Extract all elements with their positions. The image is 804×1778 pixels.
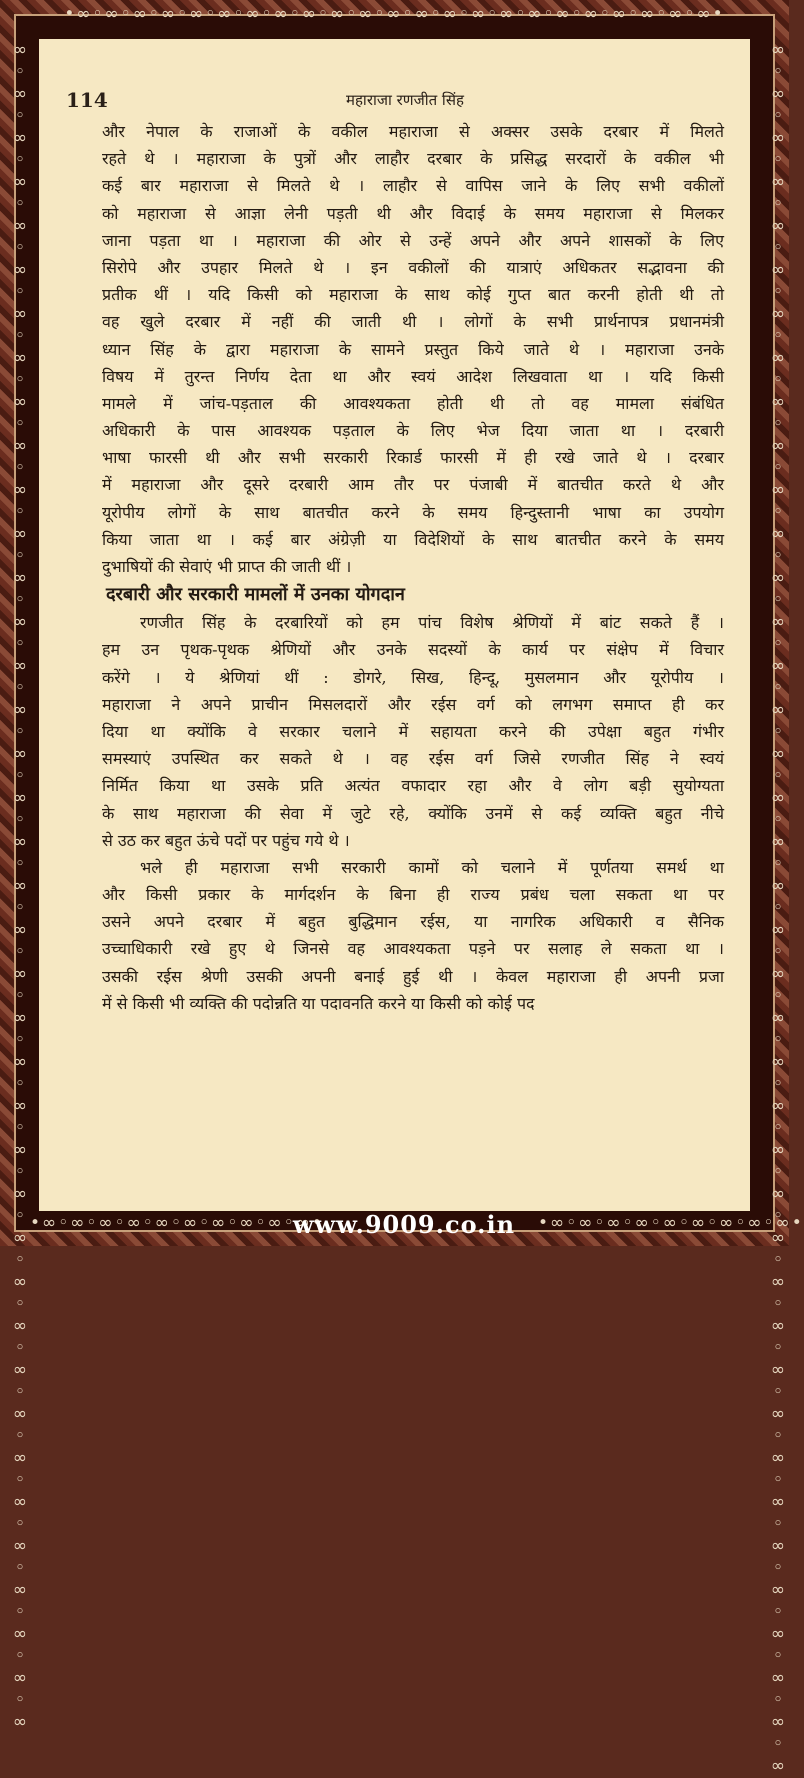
border-scroll-pattern-icon: •∞◦∞◦∞◦∞◦∞◦∞◦∞◦∞◦∞◦∞• <box>30 1213 324 1233</box>
text-line: किया जाता था । कई बार अंग्रेज़ी या विदेशियों के साथ बातचीत करने के समय <box>102 529 724 549</box>
text-line: रहते थे । महाराजा के पुत्रों और लाहौर दरबार के प्रसिद्ध सरदारों के वकील भी <box>102 149 724 169</box>
text-line: ध्यान सिंह के द्वारा महाराजा के सामने प्रस्तुत किये जाते थे । महाराजा उनके <box>102 339 724 359</box>
text-line: प्रतीक थीं । यदि किसी को महाराजा के साथ कोई गुप्त बात करनी होती थी तो <box>102 285 724 305</box>
border-scroll-pattern-icon: •∞◦∞◦∞◦∞◦∞◦∞◦∞◦∞◦∞• <box>538 1213 804 1233</box>
text-line: से उठ कर बहुत ऊंचे पदों पर पहुंच गये थे । <box>102 830 350 850</box>
text-line: रणजीत सिंह के दरबारियों को हम पांच विशेष श्रेणियों में बांट सकते हैं । <box>140 613 724 633</box>
running-title: महाराजा रणजीत सिंह <box>346 91 464 109</box>
section-heading: दरबारी और सरकारी मामलों में उनका योगदान <box>106 584 405 606</box>
border-scroll-pattern-icon: •∞◦∞◦∞◦∞◦∞◦∞◦∞◦∞◦∞◦∞◦∞◦∞◦∞◦∞◦∞◦∞◦∞◦∞◦∞◦∞◦∞◦∞◦∞• <box>64 4 725 24</box>
text-line: में महाराजा और दूसरे दरबारी आम तौर पर पंजाबी में बातचीत करते थे और <box>102 475 724 495</box>
text-line: दिया था क्योंकि वे सरकार चलाने में सहायता करने की उपेक्षा बहुत गंभीर <box>102 721 724 741</box>
text-line: के साथ महाराजा की सेवा में जुटे रहे, क्योंकि उनमें से कई व्यक्ति बहुत नीचे <box>102 803 724 823</box>
text-line: महाराजा ने अपने प्राचीन मिसलदारों और रईस वर्ग को लगभग समाप्त ही कर <box>102 694 724 714</box>
text-line: को महाराजा से आज्ञा लेनी पड़ती थी और विदाई के समय महाराजा से मिलकर <box>102 203 724 223</box>
page-header <box>66 88 666 112</box>
text-line: यूरोपीय लोगों के साथ बातचीत करने के समय हिन्दुस्तानी भाषा का उपयोग <box>102 502 724 522</box>
page-number: 114 <box>66 88 108 112</box>
text-line: और किसी प्रकार के मार्गदर्शन के बिना ही राज्य प्रबंध चला सकता था पर <box>102 885 724 905</box>
text-line: भाषा फारसी थी और सभी सरकारी रिकार्ड फारसी में ही रखे जाते थे । दरबार <box>102 448 724 468</box>
text-line: दुभाषियों की सेवाएं भी प्राप्त की जाती थीं । <box>102 557 352 576</box>
website-url[interactable]: www.9009.co.in <box>292 1210 516 1239</box>
text-line: कई बार महाराजा से मिलते थे । लाहौर से वापिस जाने के लिए सभी वकीलों <box>102 176 724 196</box>
text-line: समस्याएं उपस्थित कर सकते थे । वह रईस वर्ग जिसे रणजीत सिंह ने स्वयं <box>102 749 724 769</box>
text-line: उसकी रईस श्रेणी उसकी अपनी बनाई हुई थी । केवल महाराजा ही अपनी प्रजा <box>102 966 724 986</box>
text-line: उसने अपने दरबार में बहुत बुद्धिमान रईस, या नागरिक अधिकारी व सैनिक <box>102 912 724 932</box>
text-line: सिरोपे और उपहार मिलते थे । इन वकीलों की यात्राएं अधिकतर सद्भावना की <box>102 257 724 277</box>
text-line: और नेपाल के राजाओं के वकील महाराजा से अक्सर उसके दरबार में मिलते <box>102 122 724 141</box>
text-line: भले ही महाराजा सभी सरकारी कामों को चलाने में पूर्णतया समर्थ था <box>140 857 724 877</box>
paragraph <box>102 118 724 580</box>
text-line: में से किसी भी व्यक्ति की पदोन्नति या पदावनति करने या किसी को कोई पद <box>102 993 535 1013</box>
paragraph <box>102 854 724 1017</box>
text-line: मामले में जांच-पड़ताल की आवश्यकता होती थी तो वह मामला संबंधित <box>102 393 724 413</box>
body-text <box>102 118 724 1017</box>
text-line: जाना पड़ता था । महाराजा की ओर से उन्हें अपने और अपने शासकों के लिए <box>102 230 724 250</box>
text-line: वह खुले दरबार में नहीं की जाती थी । लोगों के सभी प्रार्थनापत्र प्रधानमंत्री <box>102 312 724 332</box>
border-scroll-pattern-icon: ∞◦∞◦∞◦∞◦∞◦∞◦∞◦∞◦∞◦∞◦∞◦∞◦∞◦∞◦∞◦∞◦∞◦∞◦∞◦∞◦∞◦∞◦∞◦∞◦∞◦∞◦∞◦∞◦∞◦∞◦∞◦∞◦∞◦∞◦∞◦∞◦∞◦∞◦∞ <box>10 40 30 1734</box>
text-line: उच्चाधिकारी रखे हुए थे जिनसे वह आवश्यकता पड़ने पर सलाह ले सकता था । <box>102 939 724 959</box>
border-scroll-pattern-icon: ∞◦∞◦∞◦∞◦∞◦∞◦∞◦∞◦∞◦∞◦∞◦∞◦∞◦∞◦∞◦∞◦∞◦∞◦∞◦∞◦∞◦∞◦∞◦∞◦∞◦∞◦∞◦∞◦∞◦∞◦∞◦∞◦∞◦∞◦∞◦∞◦∞◦∞◦∞◦∞ <box>768 40 788 1778</box>
text-line: अधिकारी के पास आवश्यक पड़ताल के लिए भेज दिया जाता था । दरबारी <box>102 421 724 441</box>
text-line: निर्मित किया था उसके प्रति अत्यंत वफादार रहा और वे लोग बड़ी सुयोग्यता <box>102 776 724 796</box>
text-line: हम उन पृथक-पृथक श्रेणियों और उनके सदस्यों के कार्य पर संक्षेप में विचार <box>102 640 724 660</box>
text-line: करेंगे । ये श्रेणियां थीं : डोगरे, सिख, हिन्दू, मुसलमान और यूरोपीय । <box>102 667 724 687</box>
text-line: विषय में तुरन्त निर्णय देता था और स्वयं आदेश लिखवाता था । यदि किसी <box>102 366 724 386</box>
paragraph <box>102 609 724 854</box>
